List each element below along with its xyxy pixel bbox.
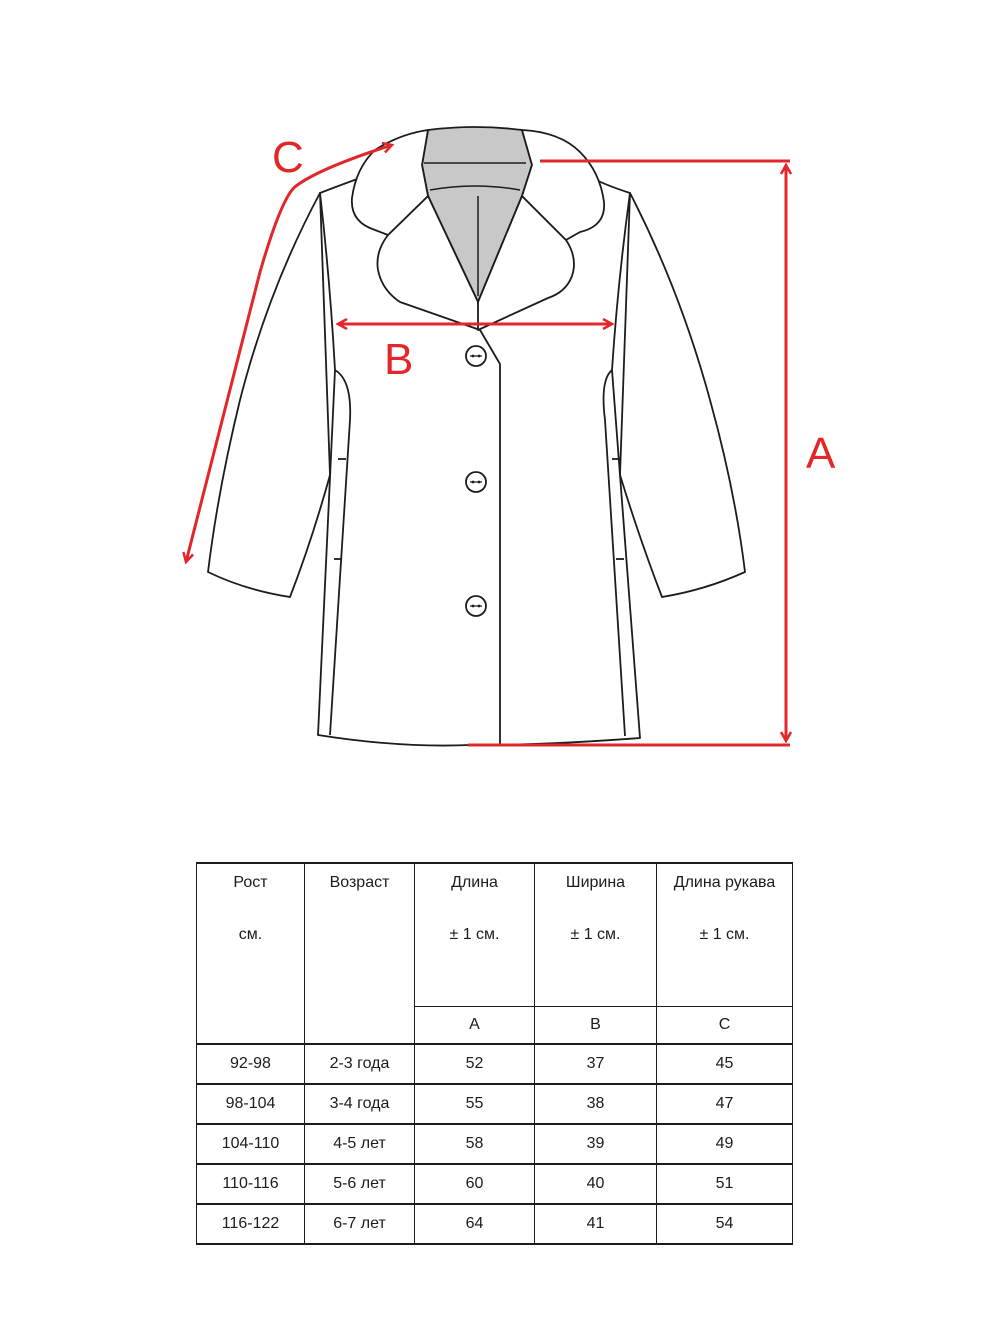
- cell-age: 5-6 лет: [305, 1164, 415, 1204]
- right-sleeve: [620, 193, 745, 597]
- header-length-line1: Длина: [451, 874, 498, 891]
- size-table-header-row: [197, 863, 793, 1006]
- header-age: [305, 863, 415, 1044]
- header-height: [197, 863, 305, 1044]
- table-row: [197, 1164, 793, 1204]
- size-table: [196, 862, 793, 1245]
- button-top: [466, 346, 486, 366]
- label-b: B: [384, 335, 414, 384]
- header-length-line2: ± 1 см.: [449, 926, 500, 943]
- table-row: [197, 1084, 793, 1124]
- cell-width: 40: [535, 1164, 657, 1204]
- left-sleeve: [208, 193, 330, 597]
- table-row: [197, 1124, 793, 1164]
- header-length: [415, 863, 535, 1006]
- cell-width: 38: [535, 1084, 657, 1124]
- cell-length: 64: [415, 1204, 535, 1244]
- cell-length: 55: [415, 1084, 535, 1124]
- cell-sleeve: 45: [657, 1044, 793, 1084]
- cell-sleeve: 54: [657, 1204, 793, 1244]
- header-height-line1: Рост: [233, 874, 268, 891]
- header-letter-c: C: [657, 1006, 793, 1044]
- header-age-line1: Возраст: [329, 874, 390, 891]
- cell-age: 2-3 года: [305, 1044, 415, 1084]
- label-c: C: [272, 133, 304, 182]
- label-a: A: [806, 429, 836, 478]
- cell-length: 60: [415, 1164, 535, 1204]
- header-sleeve: [657, 863, 793, 1006]
- cell-age: 4-5 лет: [305, 1124, 415, 1164]
- header-width: [535, 863, 657, 1006]
- cell-height: 116-122: [197, 1204, 305, 1244]
- cell-sleeve: 49: [657, 1124, 793, 1164]
- cell-width: 39: [535, 1124, 657, 1164]
- cell-length: 52: [415, 1044, 535, 1084]
- cell-width: 41: [535, 1204, 657, 1244]
- button-middle: [466, 472, 486, 492]
- header-height-line2: см.: [238, 926, 263, 943]
- table-row: [197, 1204, 793, 1244]
- cell-length: 58: [415, 1124, 535, 1164]
- header-letter-b: B: [535, 1006, 657, 1044]
- cell-height: 92-98: [197, 1044, 305, 1084]
- cell-height: 110-116: [197, 1164, 305, 1204]
- table-row: [197, 1044, 793, 1084]
- cell-age: 6-7 лет: [305, 1204, 415, 1244]
- cell-height: 104-110: [197, 1124, 305, 1164]
- header-sleeve-line1: Длина рукава: [673, 874, 776, 891]
- header-letter-a: A: [415, 1006, 535, 1044]
- button-bottom: [466, 596, 486, 616]
- header-width-line2: ± 1 см.: [570, 926, 621, 943]
- cell-sleeve: 47: [657, 1084, 793, 1124]
- cell-width: 37: [535, 1044, 657, 1084]
- cell-age: 3-4 года: [305, 1084, 415, 1124]
- header-width-line1: Ширина: [565, 874, 626, 891]
- cell-sleeve: 51: [657, 1164, 793, 1204]
- header-sleeve-line2: ± 1 см.: [699, 926, 750, 943]
- cell-height: 98-104: [197, 1084, 305, 1124]
- coat-outline: [208, 127, 745, 746]
